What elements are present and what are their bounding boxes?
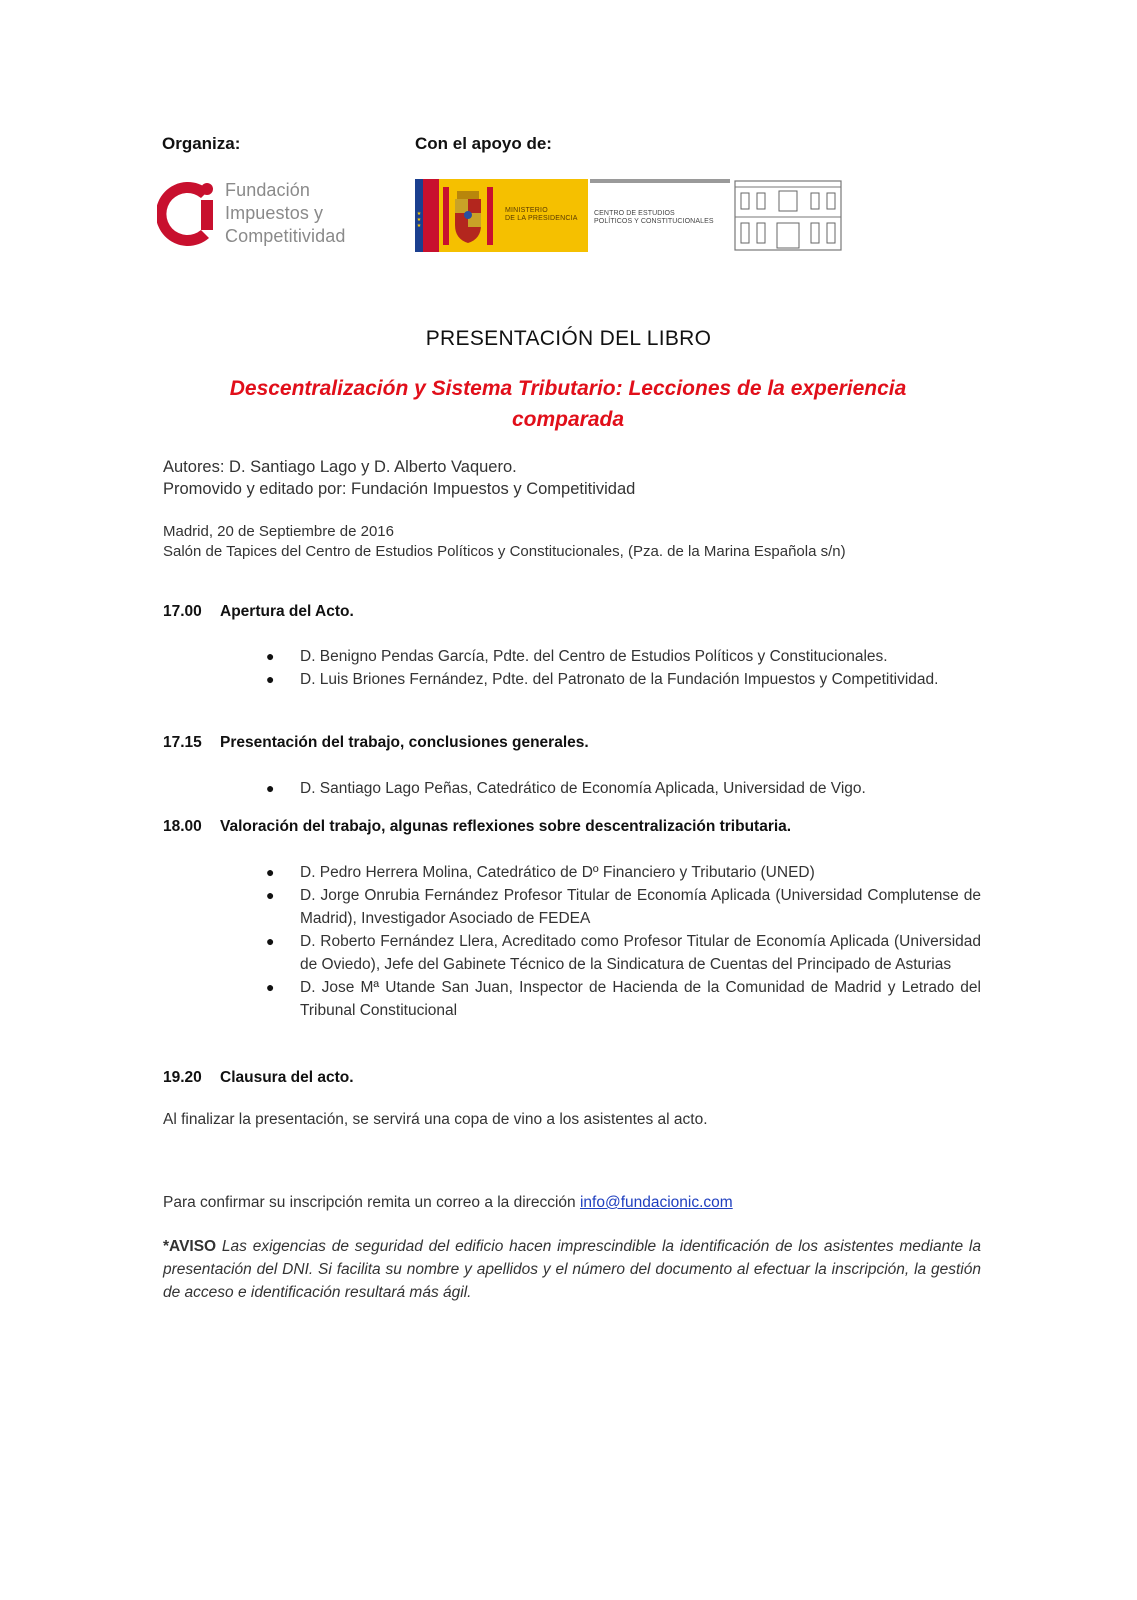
- list-item: ● D. Santiago Lago Peñas, Catedrático de Economía Aplicada, Universidad de Vigo.: [163, 777, 981, 800]
- aviso-paragraph: [163, 1235, 981, 1304]
- section-time: 19.20: [163, 1069, 202, 1086]
- cepc-line-1: CENTRO DE ESTUDIOS: [594, 210, 675, 217]
- date-line: Madrid, 20 de Septiembre de 2016: [163, 523, 394, 540]
- program-section-4: [163, 1069, 354, 1087]
- coat-of-arms-icon: [443, 179, 503, 252]
- list-item: ● D. Jose Mª Utande San Juan, Inspector de Hacienda de la Comunidad de Madrid y Letrado del Tribunal Constitucional: [163, 976, 981, 1022]
- list-item: ● D. Jorge Onrubia Fernández Profesor Titular de Economía Aplicada (Universidad Complutense de Madrid), Investigador Asociado de FEDEA: [163, 884, 981, 930]
- venue-line: Salón de Tapices del Centro de Estudios Políticos y Constitucionales, (Pza. de la Marina Española s/n): [163, 543, 846, 560]
- list-item: ● D. Roberto Fernández Llera, Acreditado como Profesor Titular de Economía Aplicada (Universidad de Oviedo), Jefe del Gabinete Técnico de la Sindicatura de Cuentas del Principado de Asturias: [163, 930, 981, 976]
- program-section-3: [163, 818, 791, 836]
- list-item: ● D. Luis Briones Fernández, Pdte. del Patronato de la Fundación Impuestos y Competitividad.: [163, 668, 981, 691]
- section-title: Clausura del acto.: [220, 1069, 354, 1086]
- program-section-2: [163, 734, 589, 752]
- bullet-icon: ●: [266, 979, 275, 995]
- bullet-icon: ●: [266, 648, 275, 664]
- apoyo-label: Con el apoyo de:: [415, 134, 552, 153]
- book-title: Descentralización y Sistema Tributario: Lecciones de la experiencia comparada: [229, 377, 907, 431]
- bullet-icon: ●: [266, 887, 275, 903]
- aviso-text: Las exigencias de seguridad del edificio hacen imprescindible la identificación de los asistentes mediante la presentación del DNI. Si facilita su nombre y apellidos y el número del documento al efectuar la inscripción, la gestión de acceso e identificación resultará más ágil.: [163, 1238, 982, 1301]
- confirm-paragraph: [163, 1193, 983, 1213]
- bullet-icon: ●: [266, 864, 275, 880]
- aviso-label: *AVISO: [163, 1238, 217, 1255]
- building-facade-icon: [733, 179, 843, 252]
- section-title: Apertura del Acto.: [220, 603, 354, 620]
- page-heading: PRESENTACIÓN DEL LIBRO: [425, 327, 712, 350]
- fundacion-logo-line-2: Impuestos y: [225, 203, 324, 223]
- authors-line: Autores: D. Santiago Lago y D. Alberto Vaquero.: [163, 458, 517, 476]
- cepc-line-2: POLÍTICOS Y CONSTITUCIONALES: [594, 218, 714, 225]
- ministerio-line-2: DE LA PRESIDENCIA: [505, 215, 578, 222]
- organiza-label: Organiza:: [162, 134, 241, 153]
- section-time: 17.00: [163, 603, 202, 620]
- spain-flag-strip: [423, 179, 439, 252]
- section-time: 17.15: [163, 734, 202, 751]
- bullet-icon: ●: [266, 671, 275, 687]
- eu-stars-icon: ★ ★ ★: [416, 211, 422, 229]
- fundacion-logo-line-1: Fundación: [225, 180, 310, 200]
- program-list-3: [163, 861, 981, 1022]
- section-time: 18.00: [163, 818, 202, 835]
- bullet-icon: ●: [266, 780, 275, 796]
- list-item: ● D. Benigno Pendas García, Pdte. del Centro de Estudios Políticos y Constitucionales.: [163, 645, 981, 668]
- confirm-text: Para confirmar su inscripción remita un correo a la dirección: [163, 1194, 576, 1211]
- program-list-1: [163, 645, 981, 691]
- ministerio-line-1: MINISTERIO: [505, 207, 548, 214]
- fundacion-logo: [157, 176, 357, 252]
- program-list-2: [163, 777, 981, 800]
- promoted-line: Promovido y editado por: Fundación Impuestos y Competitividad: [163, 480, 636, 498]
- fundacion-symbol-icon: [157, 176, 225, 252]
- email-link[interactable]: info@fundacionic.com: [579, 1194, 733, 1211]
- supporters-logos: [415, 179, 843, 252]
- program-section-1: [163, 603, 354, 621]
- ministerio-logo: [439, 179, 588, 252]
- fundacion-logo-line-3: Competitividad: [225, 226, 346, 246]
- section-title: Presentación del trabajo, conclusiones generales.: [220, 734, 589, 751]
- list-item: ● D. Pedro Herrera Molina, Catedrático de Dº Financiero y Tributario (UNED): [163, 861, 981, 884]
- closing-text: Al finalizar la presentación, se servirá una copa de vino a los asistentes al acto.: [163, 1111, 708, 1128]
- bullet-icon: ●: [266, 933, 275, 949]
- section-title: Valoración del trabajo, algunas reflexiones sobre descentralización tributaria.: [220, 818, 792, 835]
- cepc-logo: [590, 179, 730, 252]
